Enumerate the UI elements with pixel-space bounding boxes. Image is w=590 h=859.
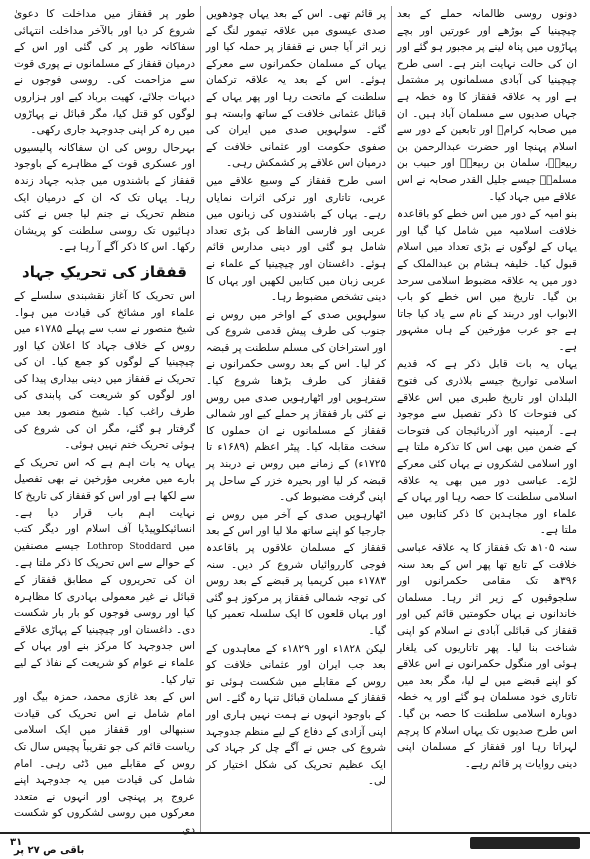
paragraph: یہاں یہ بات قابل ذکر ہے کہ قدیم اسلامی تواریخ جیسے بلاذری کی فتوح البلدان اور تاریخ طبری میں اس علاقے کی فتوحات کا ذکر تفصیل سے موجود ہے۔ آرمینیہ اور آذربائیجان کی فتوحات کے ضمن میں بھی اس کا تذکرہ ملتا ہے اور اسلامی لشکروں نے یہاں کئی معرکے لڑے۔ عباسی دور میں بھی یہ علاقہ اسلامی سلطنت کا حصہ رہا اور یہاں کے علماء اور مجاہدین کا ذکر کتابوں میں ملتا ہے۔ [397, 356, 577, 539]
paragraph-text: یہاں یہ بات اہم ہے کہ اس تحریک کے بارے میں مغربی مؤرخین نے بھی تفصیل سے لکھا ہے اور اس کو قفقاز کی تاریخ کا نہایت اہم باب قرار دیا ہے۔ انسائیکلوپیڈیا آف اسلام اور دیگر کتب میں [14, 457, 195, 552]
section-heading: قفقاز کی تحریکِ جہاد [14, 262, 195, 282]
article-columns [8, 6, 582, 832]
paragraph [14, 455, 195, 688]
paragraph: اٹھارہویں صدی کے آخر میں روس نے جارجیا کو اپنے ساتھ ملا لیا اور اس کے بعد قفقاز کے مسلمان علاقوں پر باقاعدہ فوجی کارروائیاں شروع کر دیں۔ سنہ ۱۷۸۳ء میں کریمیا پر قبضے کے بعد روس کی توجہ شمالی قفقاز پر مرکوز ہو گئی اور یہاں قلعوں کا ایک سلسلہ تعمیر کیا گیا۔ [206, 507, 386, 640]
paragraph: اس تحریک کا آغاز نقشبندی سلسلے کے علماء اور مشائخ کی قیادت میں ہوا۔ شیخ منصور نے سب سے پہلے ۱۷۸۵ء میں روس کے خلاف جہاد کا اعلان کیا اور چیچینیا کے لوگوں کو جمع کیا۔ ان کی تحریک نے قفقاز میں دینی بیداری پیدا کی اور لوگوں کو شریعت کی پابندی کی طرف راغب کیا۔ شیخ منصور بعد میں گرفتار ہو گئے، مگر ان کی شروع کی ہوئی تحریک ختم نہیں ہوئی۔ [14, 288, 195, 454]
column-right [391, 6, 582, 832]
footer-ornament [470, 837, 580, 849]
page-number: ۳۱ [10, 837, 22, 848]
paragraph: اسی طرح قفقاز کے وسیع علاقے میں عربی، تاتاری اور ترکی اثرات نمایاں رہے۔ یہاں کے باشندوں کی زبانوں میں عربی اور فارسی الفاظ کی بڑی تعداد شامل ہو گئی اور دینی مدارس قائم ہوئے۔ داغستان اور چیچینیا کے علماء نے عربی زبان میں کتابیں لکھیں اور یہاں کا دینی تشخص مضبوط رہا۔ [206, 173, 386, 306]
paragraph-text: جیسے مصنفین کے حوالے سے اس تحریک کا ذکر ملتا ہے۔ ان کی تحریروں کے مطابق قفقاز کے قبائل نے غیر معمولی بہادری کا مظاہرہ کیا اور روسی فوجوں کو بار بار شکست دی۔ داغستان اور چیچینیا کے پہاڑی علاقے اس جدوجہد کا مرکز بنے اور یہاں کے علماء نے عوام کو شریعت کے نفاذ کے لیے تیار کیا۔ [14, 540, 195, 686]
paragraph: دونوں روسی ظالمانہ حملے کے بعد چیچینیا کے بوڑھے اور عورتیں اور بچے پہاڑوں میں پناہ لینے پر مجبور ہو گئے اور ان کی حالت نہایت ابتر ہے۔ اسی طرح چیچینیا کی آبادی مسلمانوں پر مشتمل ہے اور یہ علاقہ قفقاز کا وہ خطہ ہے جہاں صدیوں سے مسلمان آباد ہیں۔ ان میں صحابہ کرامؓ اور تابعین کے دور سے اسلام پہنچا اور حضرت عبدالرحمن بن ربیعہؓ، سلمان بن ربیعہؓ اور حبیب بن مسلمہؓ جیسے جلیل القدر صحابہ نے اس علاقے میں جہاد کیا۔ [397, 6, 577, 205]
paragraph: لیکن ۱۸۲۸ء اور ۱۸۲۹ء کے معاہدوں کے بعد جب ایران اور عثمانی خلافت کو روس کے مقابلے میں شکست ہوئی تو قفقاز کے مسلمان قبائل تنہا رہ گئے۔ اس کے باوجود انہوں نے ہمت نہیں ہاری اور اپنی آزادی کے دفاع کے لیے منظم جدوجہد شروع کی جس نے آگے چل کر جہاد کی ایک عظیم تحریک کی شکل اختیار کر لی۔ [206, 641, 386, 790]
paragraph: طور پر قفقاز میں مداخلت کا دعویٰ شروع کر دیا اور بالآخر مداخلت انتہائی سفاکانہ طور پر کی گئی اور اس کے درمیان قفقاز کے مسلمانوں نے پوری قوت سے مزاحمت کی۔ روسی فوجوں نے دیہات جلائے، کھیت برباد کیے اور ہزاروں لوگوں کو قتل کیا، مگر قبائل نے پہاڑوں میں رہ کر اپنی جدوجہد جاری رکھی۔ [14, 6, 195, 139]
paragraph: اس کے بعد غازی محمد، حمزہ بیگ اور امام شامل نے اس تحریک کی قیادت سنبھالی اور قفقاز میں ایک اسلامی ریاست قائم کی جو تقریباً پچیس سال تک روس کے مقابلے میں ڈٹی رہی۔ امام شامل کی قیادت میں یہ جدوجہد اپنے عروج پر پہنچی اور انہوں نے متعدد معرکوں میں روسی لشکروں کو شکست دی۔ [14, 689, 195, 838]
column-left [9, 6, 200, 832]
column-middle [200, 6, 391, 832]
paragraph: سولہویں صدی کے اواخر میں روس نے جنوب کی طرف پیش قدمی شروع کی اور استراخان کی مسلم سلطنت پر قبضہ کر لیا۔ اس کے بعد روسی حکمرانوں نے قفقاز کی طرف بڑھنا شروع کیا۔ سترہویں اور اٹھارہویں صدی میں روس نے کئی بار قفقاز پر حملے کیے اور شمالی قفقاز کے مسلمانوں نے ان حملوں کا سخت مقابلہ کیا۔ پیٹر اعظم (۱۶۸۹ء تا ۱۷۲۵ء) کے زمانے میں روس نے دربند پر قبضہ کر لیا اور بحیرہ خزر کے ساحل پر اپنی گرفت مضبوط کی۔ [206, 307, 386, 506]
paragraph: بہرحال روس کی ان سفاکانہ پالیسیوں اور عسکری قوت کے مظاہرے کے باوجود قفقاز کے باشندوں میں جذبہ جہاد زندہ رہا۔ یہاں تک کہ ان کے درمیان ایک منظم تحریک نے جنم لیا جس نے کئی دہائیوں تک روسی سلطنت کو پریشان رکھا۔ اس کا ذکر آگے آ رہا ہے۔ [14, 140, 195, 256]
latin-author-names: Lothrop Stoddard [87, 542, 172, 552]
paragraph: بنو امیہ کے دور میں اس خطے کو باقاعدہ خلافت اسلامیہ میں شامل کیا گیا اور یہاں کے لوگوں نے بڑی تعداد میں اسلام قبول کیا۔ خلیفہ ہشام بن عبدالملک کے دور میں یہ علاقہ مضبوط اسلامی سرحد بن گیا۔ تاریخ میں اس خطے کو باب الابواب اور دربند کے نام سے یاد کیا جاتا ہے جو عرب مؤرخین کے ہاں مشہور ہے۔ [397, 206, 577, 355]
paragraph: سنہ ۱۰۵ھ تک قفقاز کا یہ علاقہ عباسی خلافت کے تابع تھا پھر اس کے بعد سنہ ۳۹۶ھ تک مقامی حکمرانوں اور سلجوقیوں کے زیر اثر رہا۔ مسلمان خاندانوں نے یہاں حکومتیں قائم کیں اور قفقاز کی قبائلی آبادی نے اسلام کو اپنی شناخت بنا لیا۔ پھر تاتاریوں کی یلغار ہوئی اور منگول حکمرانوں نے اس علاقے کو اپنے قبضے میں لے لیا، مگر بعد میں تاتاری خود مسلمان ہو گئے اور یہ خطہ دوبارہ اسلامی سلطنت کا حصہ بن گیا۔ اس طرح صدیوں تک یہاں اسلام کا پرچم لہراتا رہا اور قفقاز کے مسلمان اپنی دینی روایات پر قائم رہے۔ [397, 540, 577, 772]
continued-note: باقی ص ۲۷ پر [14, 843, 195, 859]
page-footer [0, 832, 590, 851]
paragraph: پر قائم تھی۔ اس کے بعد یہاں چودھویں صدی عیسوی میں علاقہ تیمور لنگ کے زیر اثر آیا جس نے قفقاز پر حملہ کیا اور یہاں کے مسلمان حکمرانوں سے معرکے ہوئے۔ اس کے بعد یہ علاقہ ترکمان سلطنت کے ماتحت رہا اور پھر یہاں کے قبائل عثمانی خلافت کے ساتھ وابستہ ہو گئے۔ سولہویں صدی میں ایران کی صفوی حکومت اور عثمانی خلافت کے درمیان اس علاقے پر کشمکش رہی۔ [206, 6, 386, 172]
